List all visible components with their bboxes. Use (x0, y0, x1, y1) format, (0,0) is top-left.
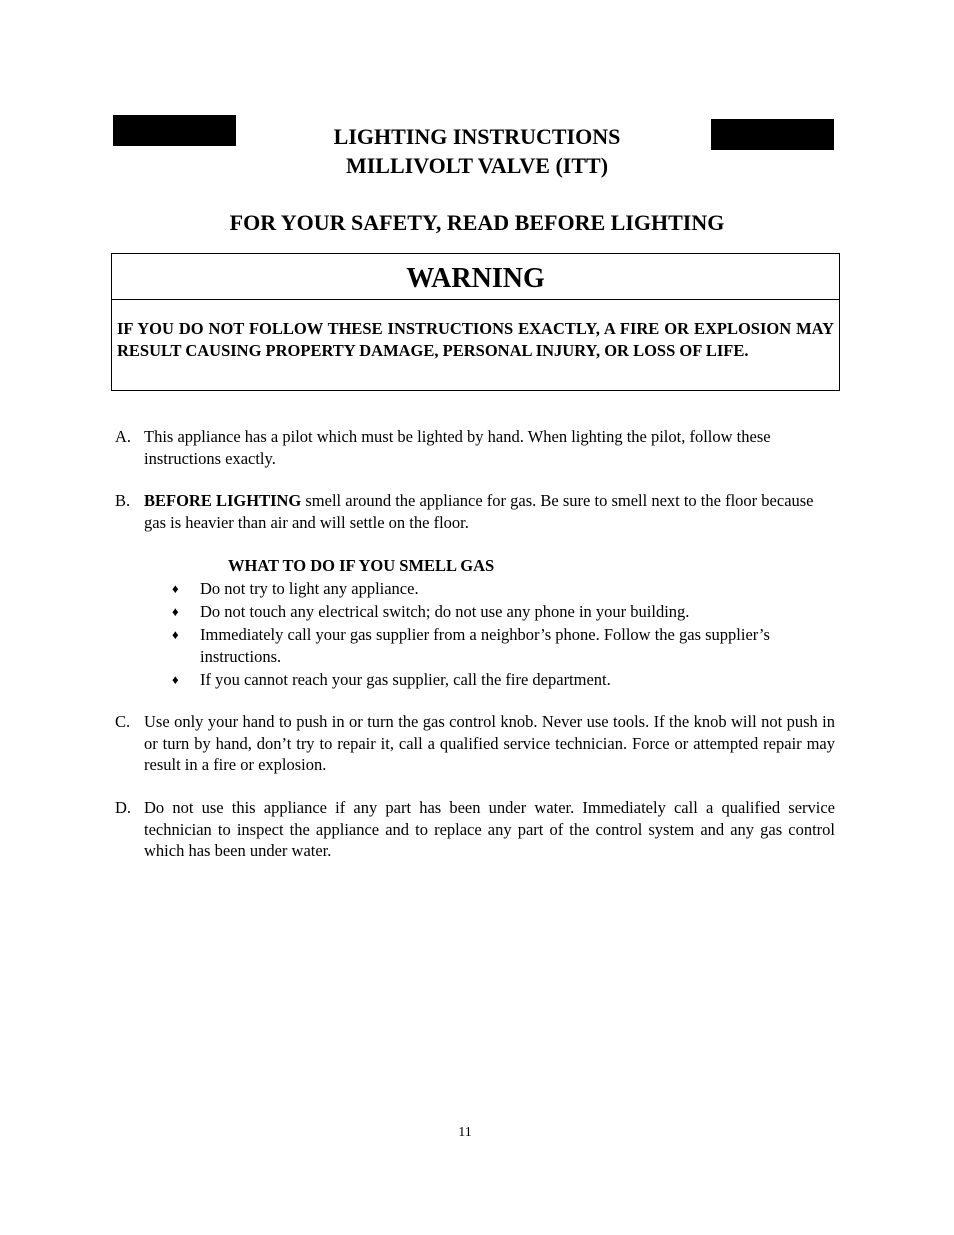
list-item (172, 669, 812, 691)
smell-gas-heading: WHAT TO DO IF YOU SMELL GAS (228, 556, 495, 575)
list-item-text: Immediately call your gas supplier from a neighbor’s phone. Follow the gas supplier’s instructions. (200, 625, 770, 666)
warning-box (111, 253, 840, 391)
page-title-line1: LIGHTING INSTRUCTIONS (333, 124, 621, 149)
smell-gas-list (172, 578, 812, 692)
warning-text: IF YOU DO NOT FOLLOW THESE INSTRUCTIONS EXACTLY, A FIRE OR EXPLOSION MAY RESULT CAUSING PROPERTY DAMAGE, PERSONAL INJURY, OR LOSS OF LIFE. (117, 319, 834, 360)
instruction-a (115, 426, 835, 469)
instruction-d (115, 797, 835, 862)
diamond-bullet-icon: ♦ (172, 581, 179, 596)
instruction-body: smell around the appliance for gas. Be sure to smell next to the floor because gas is heavier than air and will settle on the floor. (144, 491, 814, 532)
instruction-text (144, 490, 835, 533)
instruction-letter: A. (115, 427, 132, 446)
instruction-text: Use only your hand to push in or turn the gas control knob. Never use tools. If the knob will not push in or turn by hand, don’t try to repair it, call a qualified service technician. Force or attempted repair may result in a fire or explosion. (144, 712, 835, 774)
list-item (172, 624, 812, 667)
safety-heading: FOR YOUR SAFETY, READ BEFORE LIGHTING (229, 210, 725, 235)
instruction-text: This appliance has a pilot which must be lighted by hand. When lighting the pilot, follow these instructions exactly. (144, 427, 771, 468)
page-title-line2: MILLIVOLT VALVE (ITT) (345, 153, 609, 178)
list-item-text: Do not try to light any appliance. (200, 579, 419, 598)
diamond-bullet-icon: ♦ (172, 671, 179, 687)
warning-heading: WARNING (112, 254, 839, 300)
instruction-c (115, 711, 835, 776)
list-item-text: If you cannot reach your gas supplier, call the fire department. (200, 669, 611, 689)
instruction-letter: C. (115, 712, 131, 731)
instruction-letter: B. (115, 491, 131, 510)
instruction-letter: D. (115, 798, 132, 817)
diamond-bullet-icon: ♦ (172, 604, 179, 619)
list-item-text: Do not touch any electrical switch; do not use any phone in your building. (200, 602, 690, 621)
diamond-bullet-icon: ♦ (172, 627, 179, 642)
page-number: 11 (458, 1125, 472, 1140)
list-item (172, 578, 812, 600)
before-lighting-label: BEFORE LIGHTING (144, 491, 302, 510)
instruction-b (115, 490, 835, 533)
instruction-text: Do not use this appliance if any part has been under water. Immediately call a qualified service technician to inspect the appliance and to replace any part of the control system and any gas control which has been under water. (144, 798, 835, 860)
list-item (172, 601, 812, 623)
